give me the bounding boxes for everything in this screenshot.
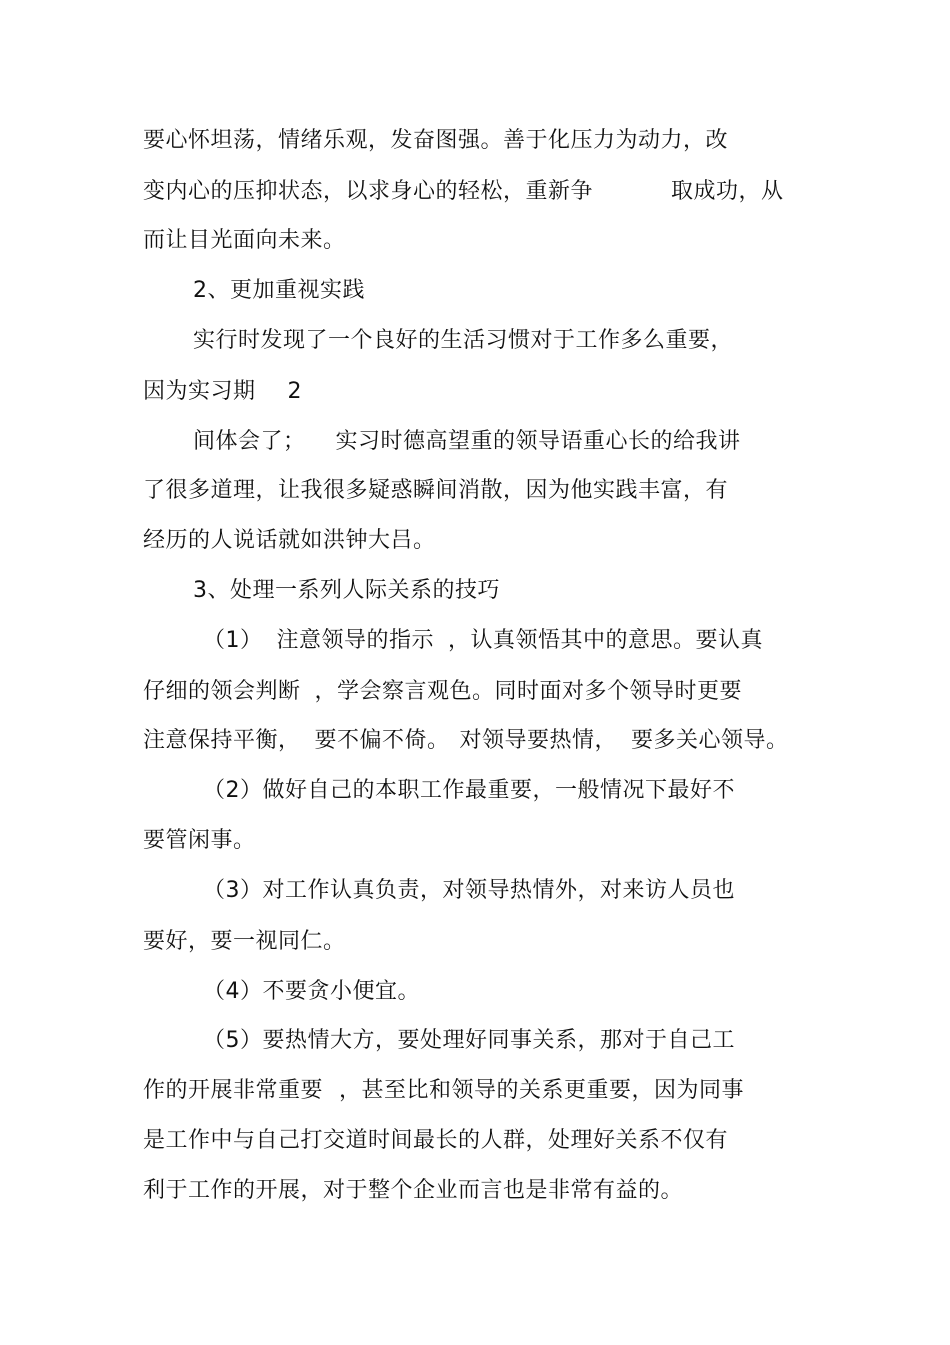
text-segment: （1） bbox=[203, 628, 263, 653]
text-segment: 对领导要热情， bbox=[459, 728, 618, 753]
text-segment: ，学会察言观色。同时面对多个领导时更要 bbox=[314, 679, 743, 704]
text-segment: 作的开展非常重要 bbox=[143, 1078, 324, 1103]
text-segment: ，甚至比和领导的关系更重要，因为同事 bbox=[339, 1078, 745, 1103]
text-line bbox=[203, 876, 735, 906]
text-segment: 要好，要一视同仁。 bbox=[143, 929, 346, 954]
text-line bbox=[143, 1176, 683, 1206]
text-segment: 要不偏不倚。 bbox=[314, 728, 450, 753]
text-segment: 实行时发现了一个良好的生活习惯对于工作多么重要， bbox=[193, 328, 734, 353]
text-line bbox=[143, 476, 728, 506]
text-segment: 取成功，从 bbox=[671, 179, 784, 204]
text-line bbox=[193, 326, 733, 356]
section-heading bbox=[193, 576, 500, 606]
text-line bbox=[203, 776, 735, 806]
text-segment: （4）不要贪小便宜。 bbox=[203, 979, 420, 1004]
text-segment: 是工作中与自己打交道时间最长的人群，处理好关系不仅有 bbox=[143, 1128, 729, 1153]
text-segment: ，认真领悟其中的意思。要认真 bbox=[448, 628, 764, 653]
text-line bbox=[143, 526, 436, 556]
text-segment: 要多关心领导。 bbox=[631, 728, 789, 753]
text-segment: （5）要热情大方，要处理好同事关系，那对于自己工 bbox=[203, 1028, 735, 1053]
text-segment: （2）做好自己的本职工作最重要，一般情况下最好不 bbox=[203, 778, 735, 803]
text-segment: 仔细的领会判断 bbox=[143, 679, 301, 704]
text-line bbox=[143, 677, 742, 707]
section-heading bbox=[193, 276, 365, 306]
text-segment: 变内心的压抑状态，以求身心的轻松，重新争 bbox=[143, 179, 594, 204]
text-segment: 了很多道理，让我很多疑惑瞬间消散，因为他实践丰富，有 bbox=[143, 478, 729, 503]
text-line bbox=[143, 177, 784, 207]
text-line bbox=[143, 1126, 728, 1156]
text-segment: 间体会了； bbox=[193, 429, 306, 454]
text-segment: 经历的人说话就如洪钟大吕。 bbox=[143, 528, 436, 553]
text-segment: 注意保持平衡， bbox=[143, 728, 301, 753]
text-line bbox=[143, 927, 346, 957]
text-segment: 2 bbox=[287, 379, 303, 404]
text-line bbox=[143, 126, 728, 156]
text-segment: 而让目光面向未来。 bbox=[143, 228, 346, 253]
text-line bbox=[143, 226, 346, 256]
text-segment: 实习时德高望重的领导语重心长的给我讲 bbox=[335, 429, 741, 454]
text-line bbox=[143, 377, 302, 407]
text-line bbox=[203, 977, 420, 1007]
text-segment: 因为实习期 bbox=[143, 379, 256, 404]
text-segment: 要心怀坦荡，情绪乐观，发奋图强。善于化压力为动力，改 bbox=[143, 128, 729, 153]
text-segment: 3、处理一系列人际关系的技巧 bbox=[193, 578, 500, 603]
text-line bbox=[143, 826, 256, 856]
text-segment: 注意领导的指示 bbox=[276, 628, 435, 653]
text-line bbox=[203, 626, 763, 656]
text-segment: 要管闲事。 bbox=[143, 828, 256, 853]
text-segment: （3）对工作认真负责，对领导热情外，对来访人员也 bbox=[203, 878, 735, 903]
text-line bbox=[143, 1076, 744, 1106]
text-line bbox=[193, 427, 741, 457]
text-line bbox=[203, 1026, 735, 1056]
text-segment: 2、更加重视实践 bbox=[193, 278, 365, 303]
text-line bbox=[143, 726, 789, 756]
text-segment: 利于工作的开展，对于整个企业而言也是非常有益的。 bbox=[143, 1178, 684, 1203]
